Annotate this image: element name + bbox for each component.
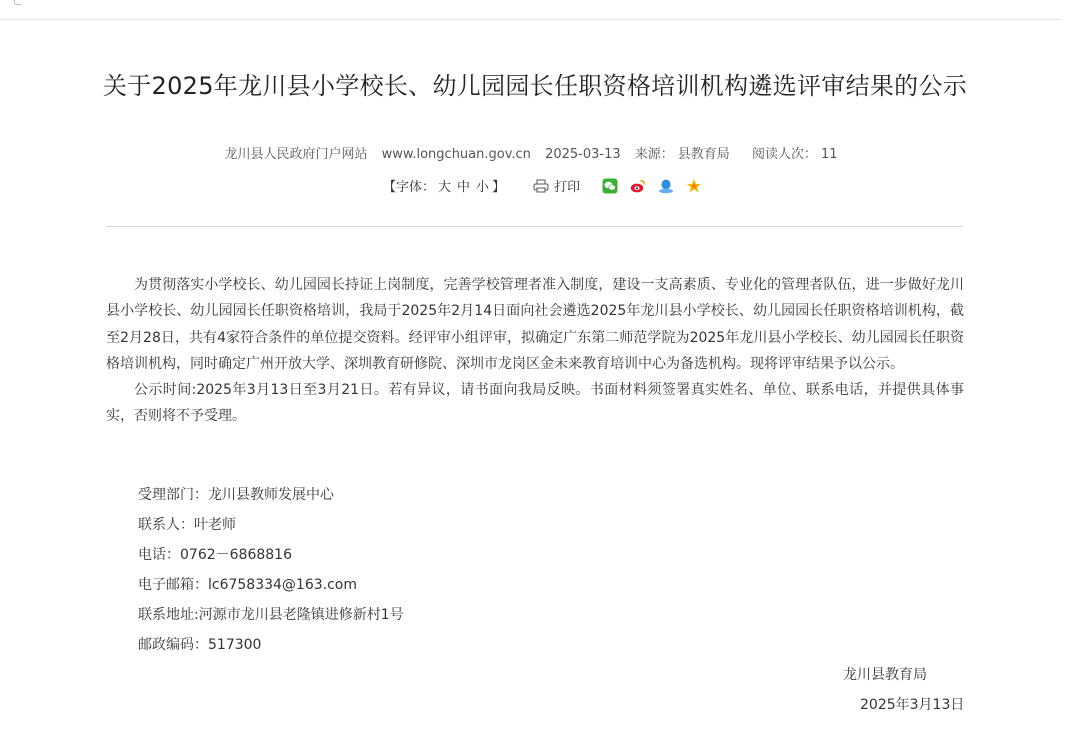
meta-views xyxy=(752,147,838,162)
article-meta xyxy=(0,143,1062,162)
weibo-share-icon[interactable] xyxy=(630,178,646,194)
meta-date: 2025-03-13 xyxy=(545,147,621,162)
printer-icon xyxy=(533,179,549,193)
header-divider xyxy=(106,226,963,227)
top-corner-mark xyxy=(14,0,21,5)
contact-dept: 受理部门：龙川县教师发展中心 xyxy=(138,487,334,503)
meta-source-label: 来源： xyxy=(634,147,674,162)
qzone-share-icon[interactable] xyxy=(658,178,674,194)
article-tools xyxy=(383,176,702,195)
meta-source-value: 县教育局 xyxy=(677,147,730,162)
contact-phone: 电话：0762－6868816 xyxy=(138,547,292,563)
font-size-small-button[interactable]: 小 xyxy=(476,180,490,195)
signature-date: 2025年3月13日 xyxy=(860,697,965,713)
meta-url: www.longchuan.gov.cn xyxy=(381,147,531,162)
contact-email: 电子邮箱：lc6758334@163.com xyxy=(138,577,358,593)
share-bar xyxy=(602,178,702,194)
contact-person: 联系人：叶老师 xyxy=(138,517,236,533)
meta-views-label: 阅读人次： xyxy=(751,147,817,162)
signature-org: 龙川县教育局 xyxy=(843,667,927,683)
font-size-control xyxy=(383,176,505,195)
meta-views-value: 11 xyxy=(820,147,838,162)
meta-site: 龙川县人民政府门户网站 xyxy=(224,147,368,162)
article-title: 关于2025年龙川县小学校长、幼儿园园长任职资格培训机构遴选评审结果的公示 xyxy=(102,72,968,100)
font-label-close: 】 xyxy=(492,180,506,195)
font-size-medium-button[interactable]: 中 xyxy=(457,180,471,195)
contact-address: 联系地址:河源市龙川县老隆镇进修新村1号 xyxy=(138,607,404,623)
favorite-star-icon[interactable] xyxy=(686,178,702,194)
top-divider xyxy=(0,19,1062,20)
print-label: 打印 xyxy=(554,180,581,195)
print-button[interactable] xyxy=(533,176,580,195)
wechat-share-icon[interactable] xyxy=(602,178,618,194)
font-label-open: 【字体： xyxy=(383,180,436,195)
font-size-large-button[interactable]: 大 xyxy=(438,180,452,195)
contact-postcode: 邮政编码：517300 xyxy=(138,637,262,653)
paragraph-main: 为贯彻落实小学校长、幼儿园园长持证上岗制度，完善学校管理者准入制度，建设一支高素质、专业化的管理者队伍，进一步做好龙川县小学校长、幼儿园园长任职资格培训，我局于2025年2月14日面向社会遴选2025年龙川县小学校长、幼儿园园长任职资格培训机构，截至2月28日，共有4家符合条件的单位提交资料。经评审小组评审，拟确定广东第二师范学院为2025年龙川县小学校长、幼儿园园长任职资格培训机构，同时确定广州开放大学、深圳教育研修院、深圳市龙岗区金未来教育培训中心为备选机构。现将评审结果予以公示。 xyxy=(106,277,964,372)
meta-source xyxy=(635,147,738,162)
article-body xyxy=(106,272,964,430)
paragraph-publicity: 公示时间:2025年3月13日至3月21日。若有异议，请书面向我局反映。书面材料须签署真实姓名、单位、联系电话，并提供具体事实，否则将不予受理。 xyxy=(106,382,964,425)
